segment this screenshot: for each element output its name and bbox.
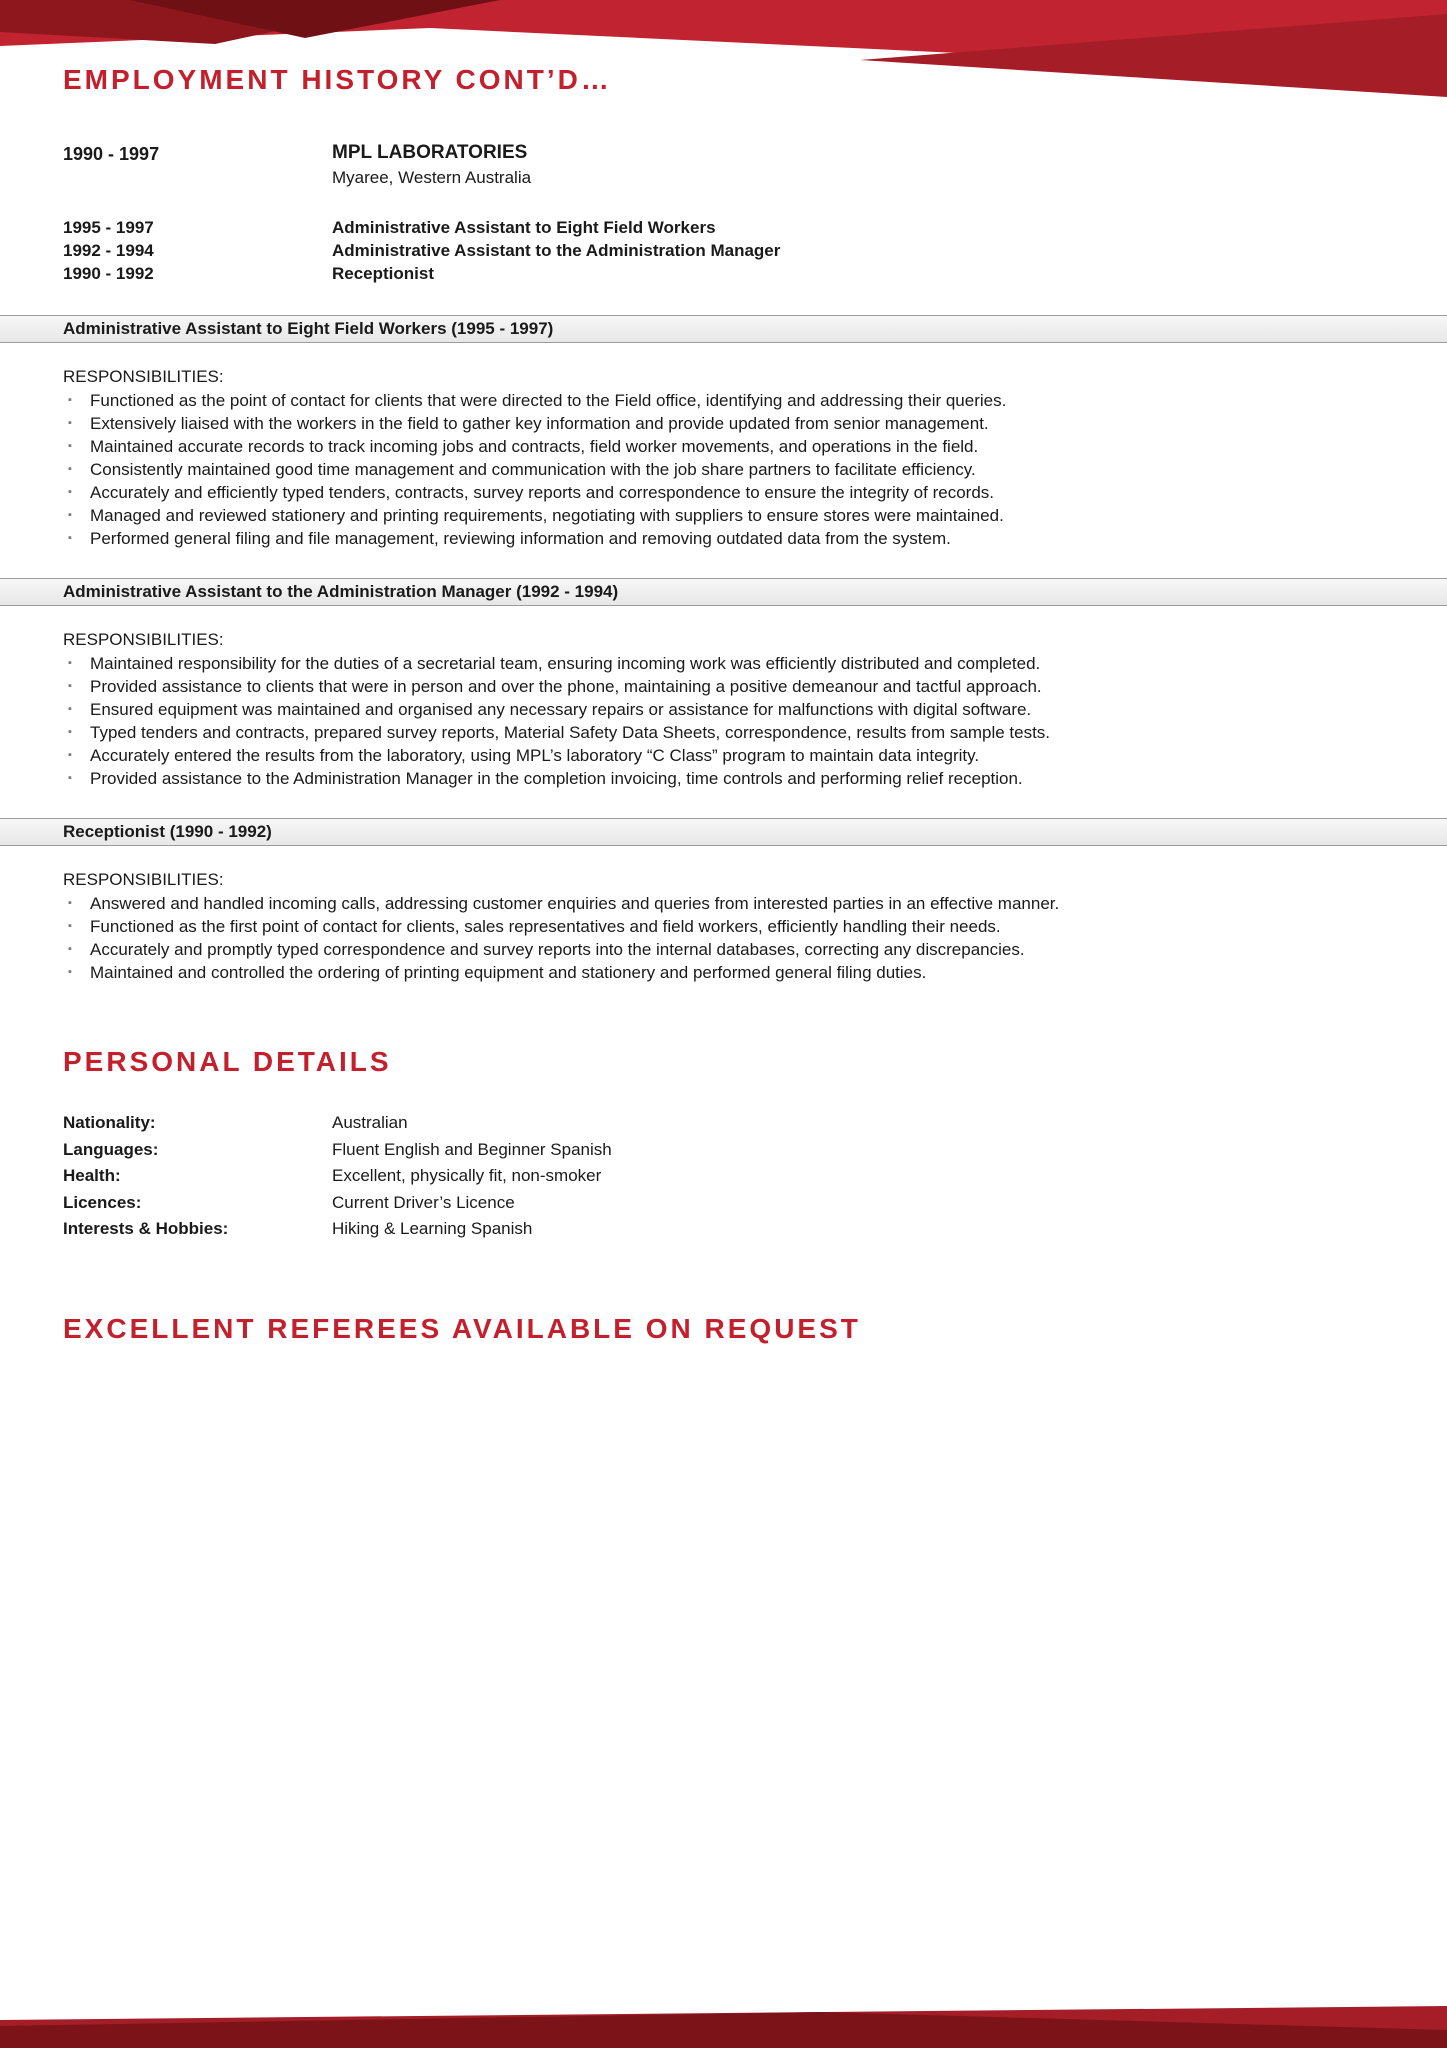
bullet-item <box>63 698 1384 721</box>
bullet-text: Provided assistance to clients that were in person and over the phone, maintaining a positive demeanour and tactful approach. <box>90 677 1042 696</box>
personal-details-list <box>63 1110 1384 1243</box>
bullet-item <box>63 481 1384 504</box>
position-title: Administrative Assistant to Eight Field Workers <box>332 218 716 237</box>
section-heading: Receptionist (1990 - 1992) <box>63 822 272 841</box>
detail-label: Licences: <box>63 1192 142 1212</box>
bullet-square-icon: ▪ <box>68 897 72 909</box>
bullet-item <box>63 675 1384 698</box>
bullet-text: Maintained and controlled the ordering of printing equipment and stationery and performed general filing duties. <box>90 963 927 982</box>
position-row <box>63 239 1384 262</box>
bullet-text: Typed tenders and contracts, prepared survey reports, Material Safety Data Sheets, correspondence, results from sample tests. <box>90 723 1051 742</box>
bullet-item <box>63 504 1384 527</box>
position-row <box>63 262 1384 285</box>
detail-value: Excellent, physically fit, non-smoker <box>332 1166 602 1185</box>
bullet-text: Functioned as the point of contact for clients that were directed to the Field office, identifying and addressing their queries. <box>90 391 1007 410</box>
personal-details-title: PERSONAL DETAILS <box>63 1046 392 1077</box>
bottom-banner-graphic <box>0 2000 1447 2048</box>
position-row <box>63 216 1384 239</box>
section-heading-bar <box>0 578 1447 606</box>
detail-row <box>63 1110 1384 1137</box>
bullet-text: Performed general filing and file management, reviewing information and removing outdated data from the system. <box>90 529 951 548</box>
referees-title: EXCELLENT REFEREES AVAILABLE ON REQUEST <box>63 1312 861 1344</box>
employer-block <box>63 142 1384 188</box>
detail-label: Health: <box>63 1166 121 1185</box>
detail-label: Nationality: <box>63 1113 156 1132</box>
bullet-item <box>63 721 1384 744</box>
bullet-text: Extensively liaised with the workers in the field to gather key information and provide updated from senior management. <box>90 414 989 433</box>
detail-value: Fluent English and Beginner Spanish <box>332 1139 612 1159</box>
bullet-square-icon: ▪ <box>68 394 72 406</box>
bullet-square-icon: ▪ <box>68 772 72 784</box>
responsibilities-label: RESPONSIBILITIES: <box>63 367 224 386</box>
bullet-item <box>63 892 1384 915</box>
bullet-square-icon: ▪ <box>68 966 72 978</box>
position-title: Receptionist <box>332 264 435 283</box>
bullet-text: Provided assistance to the Administration Manager in the completion invoicing, time controls and performing relief reception. <box>90 769 1023 788</box>
employer-info <box>332 142 1384 188</box>
bullet-square-icon: ▪ <box>68 680 72 692</box>
bullet-item <box>63 458 1384 481</box>
bullet-square-icon: ▪ <box>68 943 72 955</box>
detail-row <box>63 1163 1384 1190</box>
bullet-text: Maintained accurate records to track incoming jobs and contracts, field worker movements, and operations in the field. <box>90 437 979 456</box>
bullet-item <box>63 915 1384 938</box>
bullet-item <box>63 412 1384 435</box>
bullet-square-icon: ▪ <box>68 726 72 738</box>
bullet-list <box>63 652 1384 790</box>
bullet-text: Accurately entered the results from the laboratory, using MPL’s laboratory “C Class” program to maintain data integrity. <box>90 746 980 765</box>
bullet-item <box>63 389 1384 412</box>
section-body <box>63 343 1384 578</box>
position-title: Administrative Assistant to the Administration Manager <box>332 241 781 260</box>
bullet-square-icon: ▪ <box>68 417 72 429</box>
detail-label: Languages: <box>63 1139 159 1159</box>
bullet-text: Functioned as the first point of contact for clients, sales representatives and field workers, efficiently handling their needs. <box>90 917 1001 936</box>
bullet-item <box>63 767 1384 790</box>
responsibilities-label: RESPONSIBILITIES: <box>63 630 224 649</box>
bullet-square-icon: ▪ <box>68 657 72 669</box>
section-heading-bar <box>0 818 1447 846</box>
bullet-square-icon: ▪ <box>68 749 72 761</box>
bullet-item <box>63 938 1384 961</box>
section-heading: Administrative Assistant to the Administration Manager (1992 - 1994) <box>63 582 619 601</box>
bullet-text: Ensured equipment was maintained and organised any necessary repairs or assistance for malfunctions with digital software. <box>90 700 1032 719</box>
detail-label: Interests & Hobbies: <box>63 1219 229 1238</box>
bullet-text: Answered and handled incoming calls, addressing customer enquiries and queries from interested parties in an effective manner. <box>90 894 1060 913</box>
bullet-square-icon: ▪ <box>68 486 72 498</box>
section-heading-bar <box>0 315 1447 343</box>
detail-value: Australian <box>332 1113 408 1132</box>
bullet-square-icon: ▪ <box>68 440 72 452</box>
detail-row <box>63 1216 1384 1243</box>
page-title: EMPLOYMENT HISTORY CONT’D… <box>63 64 612 95</box>
bullet-text: Accurately and efficiently typed tenders, contracts, survey reports and correspondence to ensure the integrity of records. <box>90 483 994 502</box>
bullet-square-icon: ▪ <box>68 703 72 715</box>
bullet-text: Consistently maintained good time management and communication with the job share partners to facilitate efficiency. <box>90 460 976 479</box>
detail-value: Current Driver’s Licence <box>332 1192 515 1212</box>
employer-name: MPL LABORATORIES <box>332 142 528 163</box>
position-dates: 1995 - 1997 <box>63 218 154 237</box>
bullet-text: Accurately and promptly typed correspondence and survey reports into the internal databases, correcting any discrepancies. <box>90 940 1025 959</box>
bullet-item <box>63 961 1384 984</box>
positions-list <box>63 216 1384 285</box>
detail-row <box>63 1137 1384 1164</box>
bullet-item <box>63 652 1384 675</box>
bullet-item <box>63 744 1384 767</box>
position-dates: 1992 - 1994 <box>63 241 154 260</box>
section-heading: Administrative Assistant to Eight Field Workers (1995 - 1997) <box>63 319 554 338</box>
bullet-text: Maintained responsibility for the duties of a secretarial team, ensuring incoming work was efficiently distributed and completed. <box>90 654 1041 673</box>
bullet-list <box>63 389 1384 550</box>
detail-row <box>63 1190 1384 1217</box>
section-body <box>63 846 1384 1012</box>
bullet-item <box>63 527 1384 550</box>
bullet-text: Managed and reviewed stationery and printing requirements, negotiating with suppliers to ensure stores were maintained. <box>90 506 1004 525</box>
bullet-item <box>63 435 1384 458</box>
bullet-square-icon: ▪ <box>68 532 72 544</box>
bullet-square-icon: ▪ <box>68 509 72 521</box>
position-dates: 1990 - 1992 <box>63 264 154 283</box>
bullet-list <box>63 892 1384 984</box>
bullet-square-icon: ▪ <box>68 920 72 932</box>
section-body <box>63 606 1384 818</box>
responsibilities-label: RESPONSIBILITIES: <box>63 870 224 889</box>
employer-location: Myaree, Western Australia <box>332 168 532 187</box>
employer-dates: 1990 - 1997 <box>63 144 160 164</box>
detail-value: Hiking & Learning Spanish <box>332 1219 533 1238</box>
bullet-square-icon: ▪ <box>68 463 72 475</box>
